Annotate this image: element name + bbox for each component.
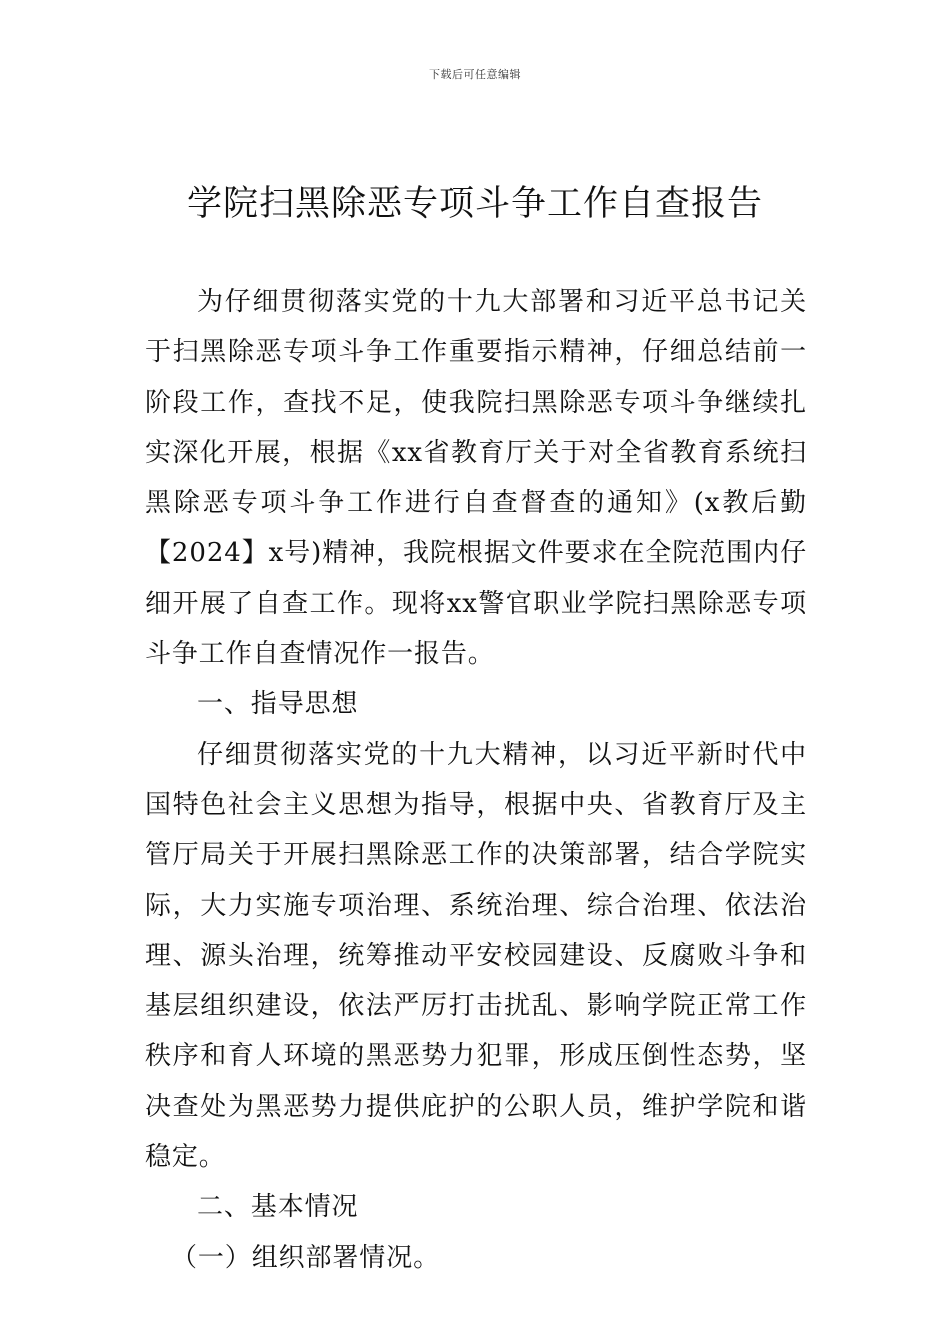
- header-note: 下载后可任意编辑: [429, 68, 521, 81]
- intro-paragraph: 为仔细贯彻落实党的十九大部署和习近平总书记关于扫黑除恶专项斗争工作重要指示精神，仔细总结前一阶段工作，查找不足，使我院扫黑除恶专项斗争继续扎实深化开展，根据《xx省教育厅关于对全省教育系统扫黑除恶专项斗争工作进行自查督查的通知》(x教后勤【2024】x号)精神，我院根据文件要求在全院范围内仔细开展了自查工作。现将xx警官职业学院扫黑除恶专项斗争工作自查情况作一报告。: [145, 287, 807, 670]
- document-body: [145, 277, 807, 1283]
- section1-paragraph: 仔细贯彻落实党的十九大精神，以习近平新时代中国特色社会主义思想为指导，根据中央、省教育厅及主管厅局关于开展扫黑除恶工作的决策部署，结合学院实际，大力实施专项治理、系统治理、综合治理、依法治理、源头治理，统筹推动平安校园建设、反腐败斗争和基层组织建设，依法严厉打击扰乱、影响学院正常工作秩序和育人环境的黑恶势力犯罪，形成压倒性态势，坚决查处为黑恶势力提供庇护的公职人员，维护学院和谐稳定。: [145, 739, 807, 1173]
- document-title: 学院扫黑除恶专项斗争工作自查报告: [186, 184, 763, 224]
- section2-subheading-1: （一）组织部署情况。: [171, 1242, 441, 1273]
- section1-heading: 一、指导思想: [197, 689, 359, 720]
- section2-heading: 二、基本情况: [197, 1192, 359, 1223]
